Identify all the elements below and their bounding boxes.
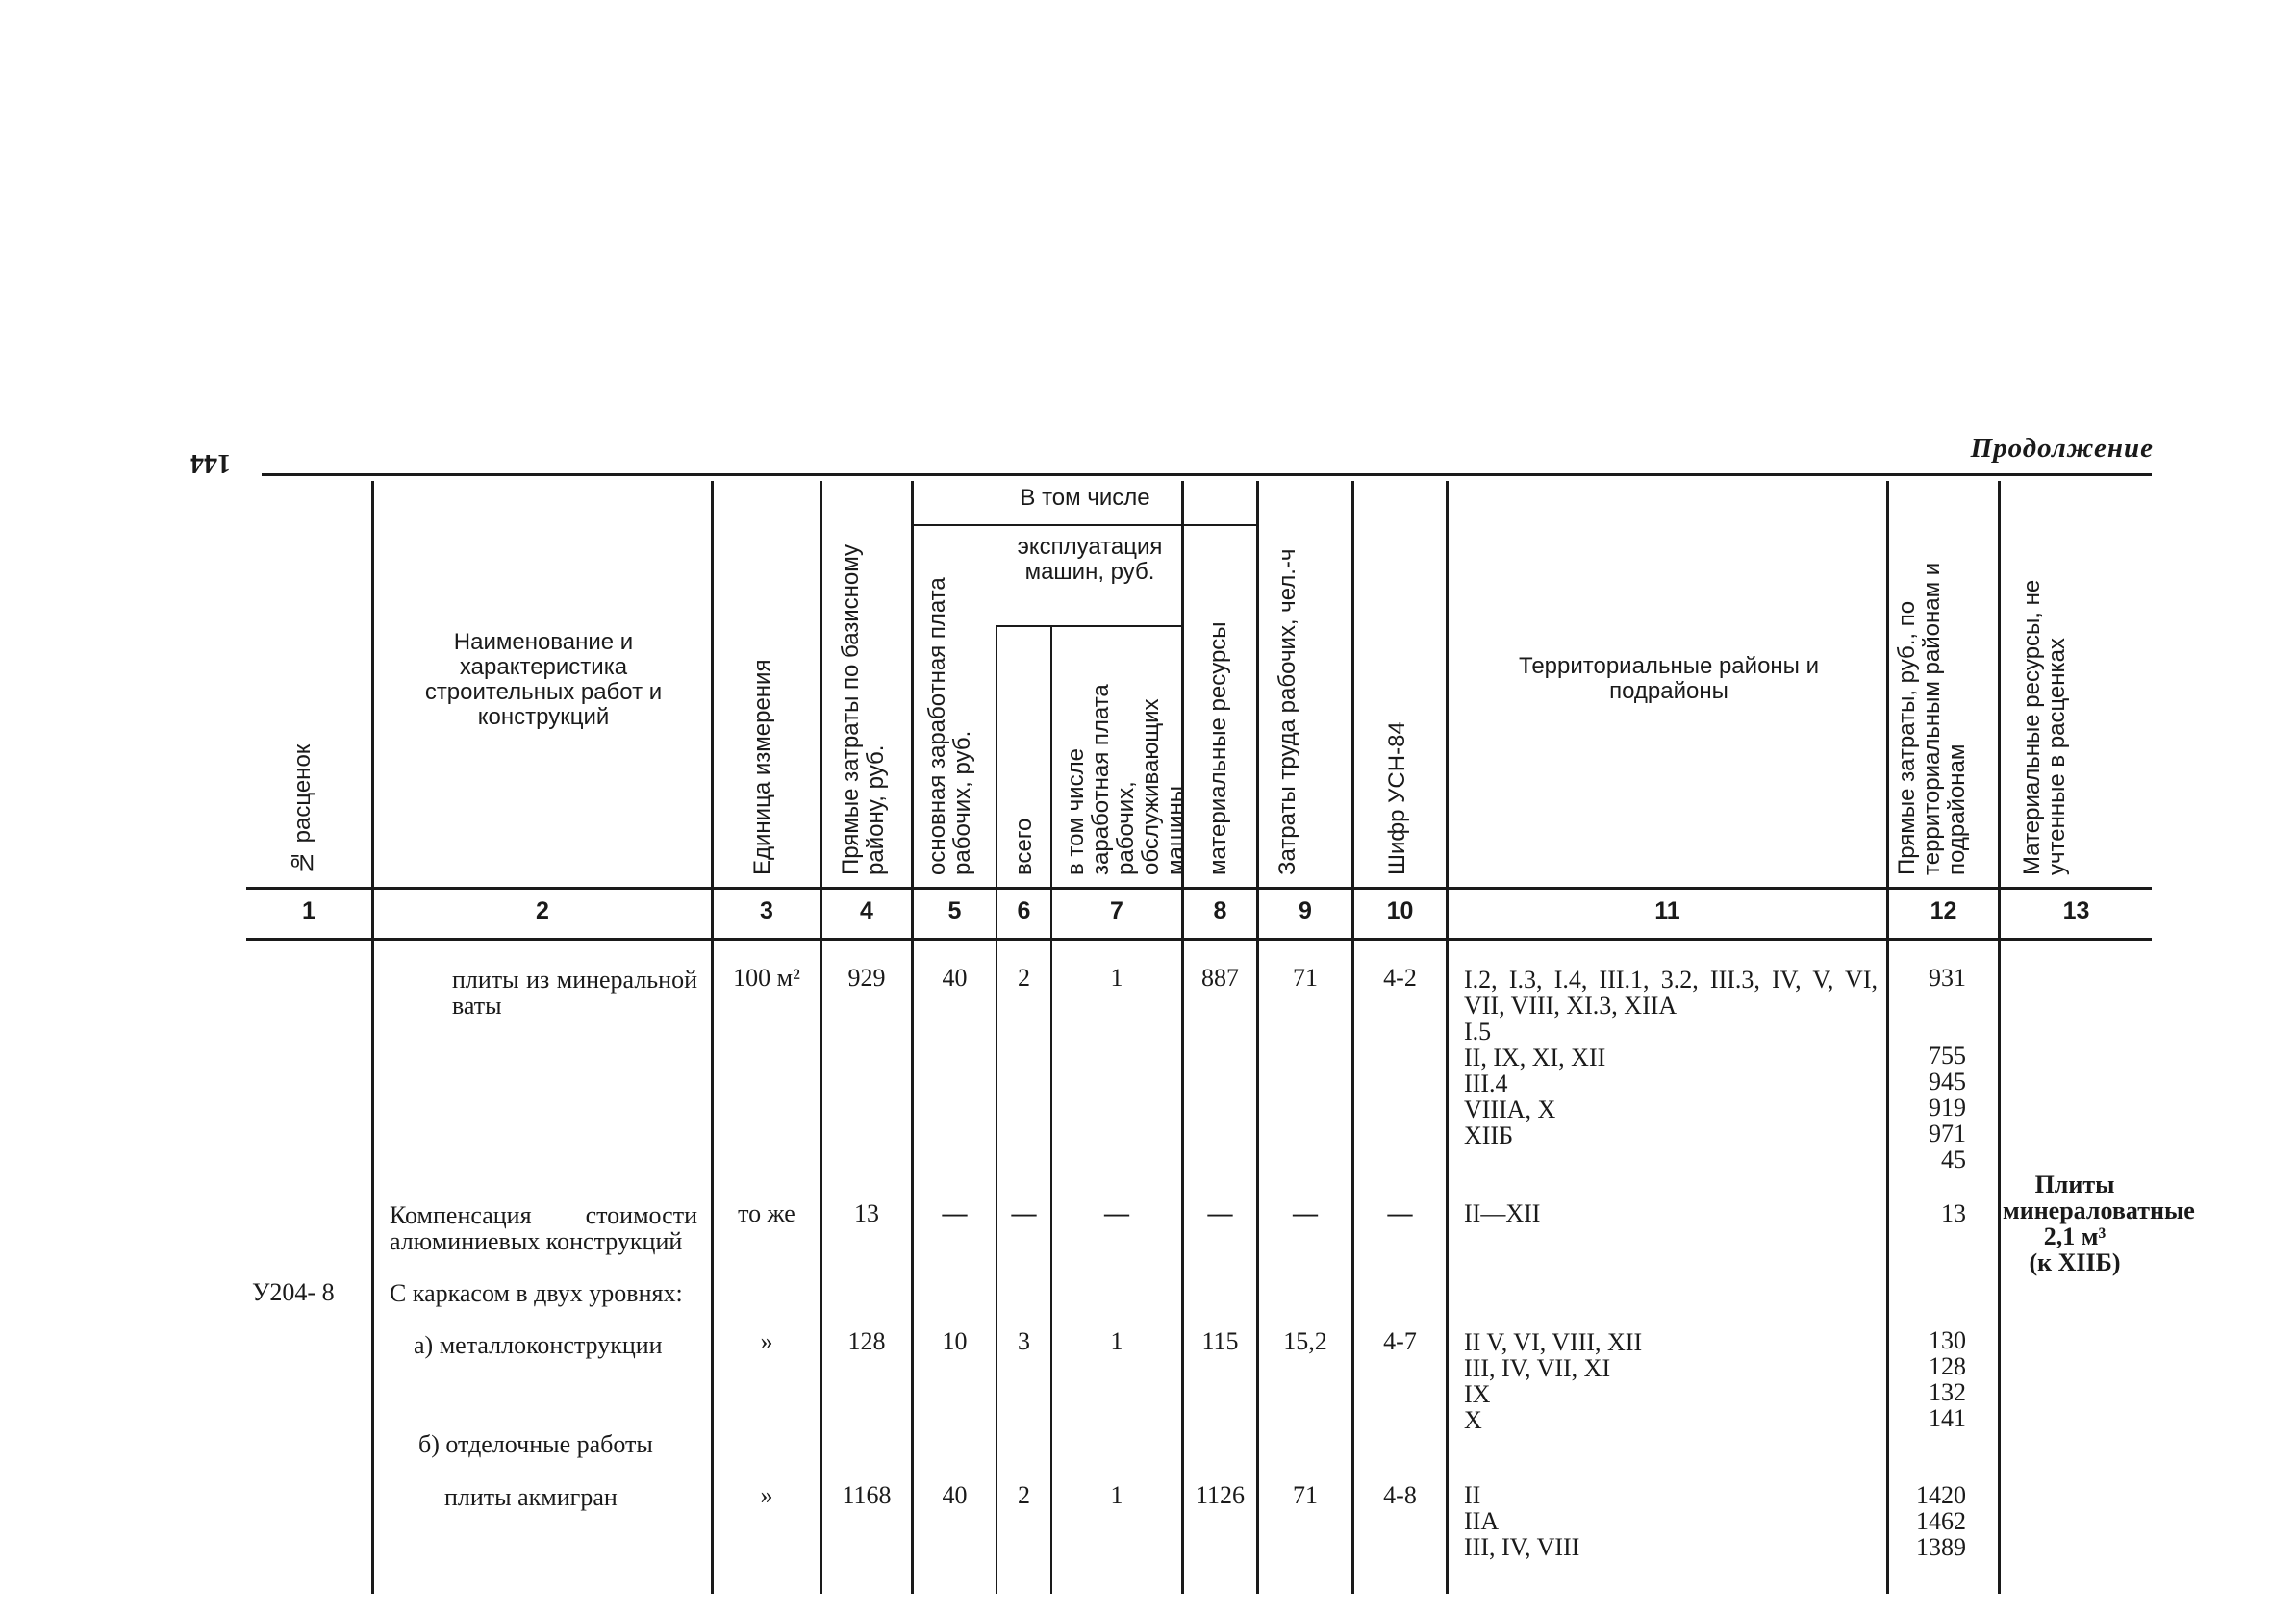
unaccounted-resources: [2003, 1171, 2195, 1276]
region-cost: 128: [1929, 1352, 1966, 1380]
header-col8: материальные ресурсы: [1205, 621, 1231, 875]
table-top-rule: [262, 473, 2152, 476]
header-col9: Затраты труда рабочих, чел.-ч: [1274, 548, 1300, 875]
col-divider: [1446, 481, 1449, 1594]
row2-materials: —: [1207, 1199, 1233, 1227]
resource-line: (к XIIБ): [2029, 1248, 2121, 1276]
column-number: 5: [947, 897, 962, 924]
row5-materials: 1126: [1195, 1481, 1246, 1509]
region-line: III, IV, VIII: [1464, 1533, 1580, 1561]
rate-code: У204- 8: [252, 1278, 335, 1306]
header-col11: Территориальные районы и подрайоны: [1519, 653, 1819, 704]
region-cost: 919: [1929, 1094, 1966, 1122]
col-divider: [371, 481, 374, 1594]
region-line: II: [1464, 1481, 1481, 1509]
column-number: 1: [302, 897, 315, 924]
header-col2: Наименование и характеристика строительных работ и конструкций: [424, 629, 663, 730]
row2-machine-wage: —: [1104, 1199, 1129, 1227]
row5-subname: плиты акмигран: [444, 1483, 618, 1511]
column-number: 13: [2062, 897, 2090, 924]
row1-regions: [1464, 967, 1878, 1148]
region-cost: 945: [1929, 1068, 1966, 1096]
row2-machines: —: [1011, 1199, 1037, 1227]
row4-costs: [1889, 1327, 1966, 1431]
header-group-in-total: В том числе: [1020, 485, 1150, 511]
row2-cost: 13: [1941, 1199, 1966, 1227]
column-number: 2: [536, 897, 549, 924]
col-divider: [996, 625, 997, 1594]
region-line: III, IV, VII, XI: [1464, 1354, 1611, 1382]
col-divider: [1351, 481, 1354, 1594]
header-col12: Прямые затраты, руб., по территориальным районам и подрайонам: [1894, 562, 1970, 875]
row2-labor: —: [1293, 1199, 1318, 1227]
row1-unit: 100 м²: [733, 964, 800, 992]
row1-code: 4-2: [1383, 964, 1417, 992]
column-number: 11: [1654, 897, 1680, 924]
row4-name: а) металлоконструкции: [414, 1331, 663, 1359]
number-row-rule: [246, 938, 2152, 941]
header-col7: в том числе заработная плата рабочих, обслуживающих машины: [1063, 684, 1189, 875]
row2-code: —: [1387, 1199, 1413, 1227]
row1-materials: 887: [1201, 964, 1239, 992]
col-divider: [711, 481, 714, 1594]
header-col5: основная заработная плата рабочих, руб.: [924, 577, 975, 875]
row1-direct: 929: [847, 964, 886, 992]
region-line: II, IX, XI, XII: [1464, 1044, 1606, 1071]
row5-unit: »: [760, 1481, 773, 1509]
region-cost: 1420: [1916, 1481, 1966, 1509]
region-cost: 141: [1929, 1404, 1966, 1432]
page-number: 144: [190, 448, 231, 478]
row2-direct: 13: [854, 1199, 879, 1227]
region-line: XIIБ: [1464, 1122, 1514, 1149]
column-number: 4: [860, 897, 873, 924]
region-cost: 755: [1929, 1042, 1966, 1070]
col-divider: [1998, 481, 2001, 1594]
region-cost: 971: [1929, 1120, 1966, 1147]
column-number: 3: [760, 897, 773, 924]
column-number: 7: [1110, 897, 1123, 924]
col-divider: [820, 481, 822, 1594]
row2-name: Компенсация стоимости алюминиевых конструкций: [390, 1201, 697, 1255]
region-line: III.4: [1464, 1070, 1508, 1097]
resource-line: Плиты: [2034, 1171, 2115, 1198]
row1-costs-sub: [1889, 1043, 1966, 1172]
row1-machine-wage: 1: [1110, 964, 1123, 992]
header-bottom-rule: [246, 887, 2152, 890]
region-line: I.5: [1464, 1018, 1492, 1046]
row4-wage: 10: [942, 1327, 968, 1355]
header-col6: всего: [1011, 818, 1037, 875]
region-line: II V, VI, VIII, XII: [1464, 1328, 1643, 1356]
row5-machines: 2: [1018, 1481, 1030, 1509]
header-col4: Прямые затраты по базисному району, руб.: [838, 543, 889, 875]
region-cost: 1389: [1916, 1533, 1966, 1561]
row2-regions: II—XII: [1464, 1199, 1541, 1227]
row5-costs: [1889, 1482, 1966, 1560]
region-cost: 130: [1929, 1326, 1966, 1354]
row2-wage: —: [942, 1199, 968, 1227]
row5-regions: [1464, 1482, 1878, 1560]
column-number: 10: [1386, 897, 1414, 924]
col-divider: [911, 481, 914, 1594]
region-line: VIIIA, X: [1464, 1096, 1556, 1123]
row1-wage: 40: [942, 964, 968, 992]
region-line: X: [1464, 1406, 1482, 1434]
row4-regions: [1464, 1329, 1878, 1433]
row4-machines: 3: [1018, 1327, 1030, 1355]
column-number: 9: [1299, 897, 1312, 924]
region-cost: 1462: [1916, 1507, 1966, 1535]
col-divider: [1256, 481, 1259, 1594]
row5-code: 4-8: [1383, 1481, 1417, 1509]
row1-cost: 931: [1929, 964, 1966, 992]
row4-code: 4-7: [1383, 1327, 1417, 1355]
continued-label: Продолжение: [1970, 433, 2154, 464]
row5-name: б) отделочные работы: [418, 1430, 653, 1458]
column-number: 6: [1017, 897, 1031, 924]
header-col3: Единица измерения: [749, 659, 775, 875]
resource-line: 2,1 м³: [2043, 1222, 2107, 1250]
region-cost: 132: [1929, 1378, 1966, 1406]
region-line: IX: [1464, 1380, 1491, 1408]
resource-line: минераловатные: [2003, 1197, 2195, 1224]
row1-machines: 2: [1018, 964, 1030, 992]
header-col10: Шифр УСН-84: [1384, 721, 1410, 875]
row4-direct: 128: [847, 1327, 886, 1355]
header-col1: № расценок: [290, 743, 315, 875]
row5-direct: 1168: [842, 1481, 892, 1509]
row4-unit: »: [760, 1327, 773, 1355]
row3-name: С каркасом в двух уровнях:: [390, 1279, 683, 1307]
row5-wage: 40: [942, 1481, 968, 1509]
row1-name: плиты из минеральной ваты: [452, 966, 697, 1020]
row5-machine-wage: 1: [1110, 1481, 1123, 1509]
column-number: 12: [1930, 897, 1957, 924]
row2-unit: то же: [738, 1199, 795, 1227]
header-col13: Материальные ресурсы, не учтенные в расценках: [2019, 579, 2070, 875]
row4-machine-wage: 1: [1110, 1327, 1123, 1355]
region-line: IIA: [1464, 1507, 1500, 1535]
column-number: 8: [1213, 897, 1227, 924]
col-divider: [1050, 627, 1052, 1594]
region-cost: 45: [1941, 1146, 1966, 1173]
region-line: I.2, I.3, I.4, III.1, 3.2, III.3, IV, V, VI, VII, VIII, XI.3, XIIA: [1464, 966, 1878, 1020]
header-group-machines: эксплуатация машин, руб.: [1017, 534, 1163, 585]
col-divider: [1181, 481, 1184, 1594]
row5-labor: 71: [1293, 1481, 1318, 1509]
row4-materials: 115: [1201, 1327, 1239, 1355]
group-rule: [997, 625, 1181, 627]
row4-labor: 15,2: [1283, 1327, 1327, 1355]
row1-labor: 71: [1293, 964, 1318, 992]
group-rule: [914, 524, 1256, 526]
